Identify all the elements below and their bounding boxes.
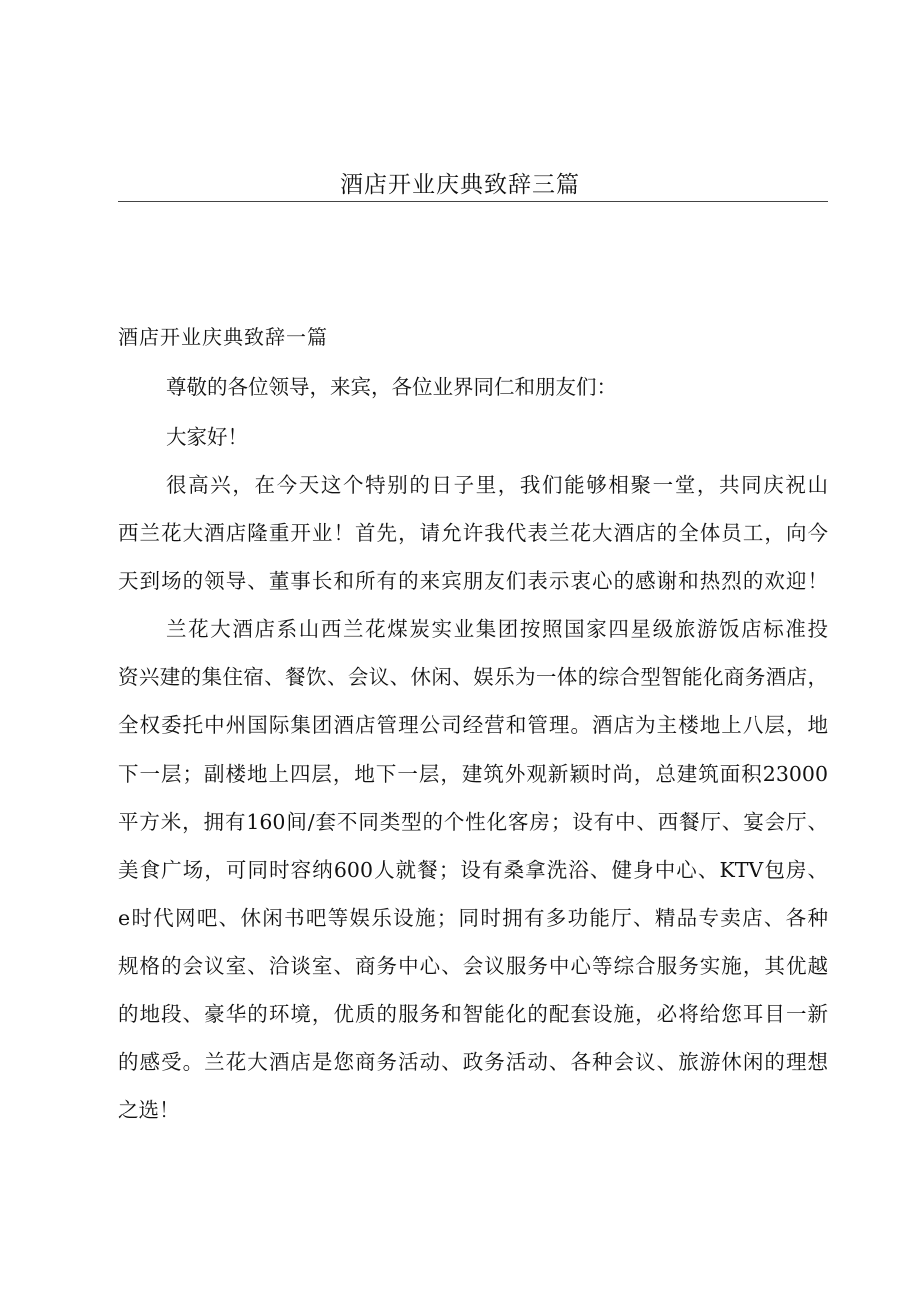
section-heading: 酒店开业庆典致辞一篇 — [118, 325, 328, 349]
paragraph-line: 的感受。兰花大酒店是您商务活动、政务活动、各种会议、旅游休闲的理想 — [118, 1050, 828, 1074]
paragraph-line: 平方米，拥有160间/套不同类型的个性化客房；设有中、西餐厅、宴会厅、 — [118, 810, 828, 834]
paragraph-line: 规格的会议室、洽谈室、商务中心、会议服务中心等综合服务实施，其优越 — [118, 954, 828, 978]
paragraph-line: 资兴建的集住宿、餐饮、会议、休闲、娱乐为一体的综合型智能化商务酒店， — [118, 665, 828, 689]
salutation-line: 大家好！ — [166, 425, 248, 449]
paragraph-line: 兰花大酒店系山西兰花煤炭实业集团按照国家四星级旅游饭店标准投 — [166, 617, 828, 641]
paragraph-line: e时代网吧、休闲书吧等娱乐设施；同时拥有多功能厅、精品专卖店、各种 — [118, 906, 828, 930]
paragraph-line: 下一层；副楼地上四层，地下一层，建筑外观新颖时尚，总建筑面积23000 — [118, 762, 828, 786]
paragraph-line: 全权委托中州国际集团酒店管理公司经营和管理。酒店为主楼地上八层，地 — [118, 713, 828, 737]
paragraph-line: 天到场的领导、董事长和所有的来宾朋友们表示衷心的感谢和热烈的欢迎！ — [118, 569, 828, 593]
greeting-line: 尊敬的各位领导，来宾，各位业界同仁和朋友们： — [166, 375, 617, 399]
paragraph-line: 很高兴，在今天这个特别的日子里，我们能够相聚一堂，共同庆祝山 — [166, 473, 828, 497]
paragraph-line: 西兰花大酒店隆重开业！首先，请允许我代表兰花大酒店的全体员工，向今 — [118, 521, 828, 545]
paragraph-line: 的地段、豪华的环境，优质的服务和智能化的配套设施，必将给您耳目一新 — [118, 1002, 828, 1026]
paragraph-line: 美食广场，可同时容纳600人就餐；设有桑拿洗浴、健身中心、KTV包房、 — [118, 858, 828, 882]
paragraph-line: 之选！ — [118, 1098, 180, 1122]
page-title: 酒店开业庆典致辞三篇 — [340, 172, 580, 198]
title-underline-divider — [118, 201, 828, 202]
